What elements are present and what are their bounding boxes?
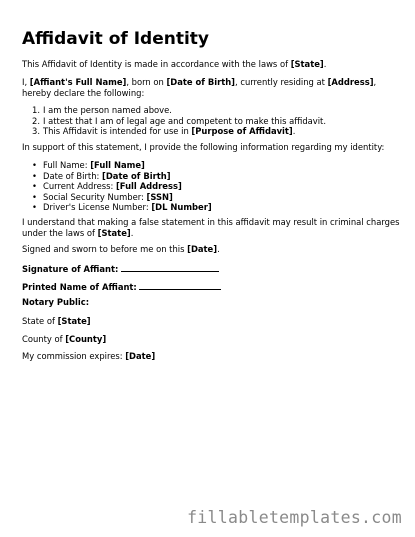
list-text: This Affidavit is intended for use in	[43, 126, 192, 136]
bullet-label: Date of Birth:	[43, 170, 103, 181]
bullet-value: [Date of Birth]	[102, 170, 171, 181]
list-number: 2.	[32, 115, 40, 126]
bullet-dot: •	[32, 170, 37, 181]
penalty-state-placeholder: [State]	[97, 228, 131, 238]
list-item	[32, 105, 326, 116]
decl-prefix: I,	[22, 77, 30, 87]
dob-placeholder: [Date of Birth]	[166, 77, 236, 87]
penalty-line1: I understand that making a false statement in this affidavit may result in criminal charges	[22, 217, 400, 227]
bullet-label: Driver's License Number:	[43, 202, 152, 212]
list-item	[32, 171, 212, 182]
penalty-line2: under the laws of	[22, 228, 98, 238]
bullet-label: Social Security Number:	[43, 191, 147, 202]
list-end: .	[292, 126, 296, 136]
commission-date-placeholder: [Date]	[125, 351, 156, 361]
list-number: 3.	[32, 126, 40, 136]
document-title: Affidavit of Identity	[22, 29, 209, 49]
notary-label: Notary Public:	[22, 297, 90, 307]
list-item	[32, 116, 326, 127]
support-paragraph: In support of this statement, I provide the following information regarding my identity:	[22, 142, 385, 152]
list-item	[32, 126, 326, 137]
numbered-list	[32, 105, 326, 137]
decl-end: ,	[373, 77, 377, 87]
commission-label: My commission expires:	[22, 351, 126, 361]
intro-state-placeholder: [State]	[290, 59, 324, 69]
list-item	[32, 160, 212, 171]
commission-line	[22, 351, 155, 362]
bullet-dot: •	[32, 160, 37, 170]
penalty-paragraph	[22, 217, 399, 239]
decl-residing: , currently residing at	[235, 77, 328, 87]
decl-line2: hereby declare the following:	[22, 88, 145, 98]
signature-label: Signature of Affiant:	[22, 264, 119, 274]
printed-name-line[interactable]	[139, 281, 221, 290]
bullet-dot: •	[32, 181, 37, 191]
printed-name-field[interactable]	[22, 281, 221, 293]
notary-heading	[22, 297, 89, 308]
sworn-date-placeholder: [Date]	[187, 244, 218, 254]
printed-name-label: Printed Name of Affiant:	[22, 282, 137, 292]
bullet-label: Current Address:	[43, 181, 116, 191]
footer-watermark: fillabletemplates.com	[187, 508, 402, 527]
county-of-label: County of	[22, 334, 66, 344]
county-of-line	[22, 334, 106, 345]
intro-end: .	[323, 59, 327, 69]
intro-paragraph	[22, 59, 326, 70]
state-of-placeholder: [State]	[57, 316, 91, 326]
address-placeholder: [Address]	[327, 77, 374, 87]
bullet-label: Full Name:	[43, 160, 91, 170]
declaration-paragraph	[22, 77, 376, 99]
list-text: I am the person named above.	[43, 105, 172, 115]
bullet-dot: •	[32, 202, 37, 212]
bullet-value: [DL Number]	[151, 202, 212, 212]
bullet-value: [SSN]	[146, 191, 173, 202]
identity-bullet-list	[32, 160, 212, 213]
affiant-name-placeholder: [Affiant's Full Name]	[29, 77, 127, 87]
sworn-text: Signed and sworn to before me on this	[22, 244, 188, 254]
list-item	[32, 192, 212, 203]
state-of-line	[22, 316, 91, 327]
bullet-value: [Full Address]	[115, 181, 182, 191]
sworn-paragraph	[22, 244, 220, 255]
list-text: I attest that I am of legal age and competent to make this affidavit.	[43, 115, 327, 126]
county-of-placeholder: [County]	[65, 334, 107, 344]
list-item	[32, 202, 212, 213]
state-of-label: State of	[22, 316, 58, 326]
list-item	[32, 181, 212, 192]
sworn-end: .	[217, 244, 220, 254]
intro-text: This Affidavit of Identity is made in accordance with the laws of	[22, 59, 291, 69]
decl-born: , born on	[126, 77, 167, 87]
signature-line[interactable]	[121, 263, 219, 272]
bullet-dot: •	[32, 191, 37, 202]
signature-field[interactable]	[22, 263, 219, 275]
purpose-placeholder: [Purpose of Affidavit]	[191, 126, 293, 136]
list-number: 1.	[32, 105, 40, 115]
penalty-end: .	[130, 228, 134, 238]
bullet-value: [Full Name]	[90, 160, 145, 170]
